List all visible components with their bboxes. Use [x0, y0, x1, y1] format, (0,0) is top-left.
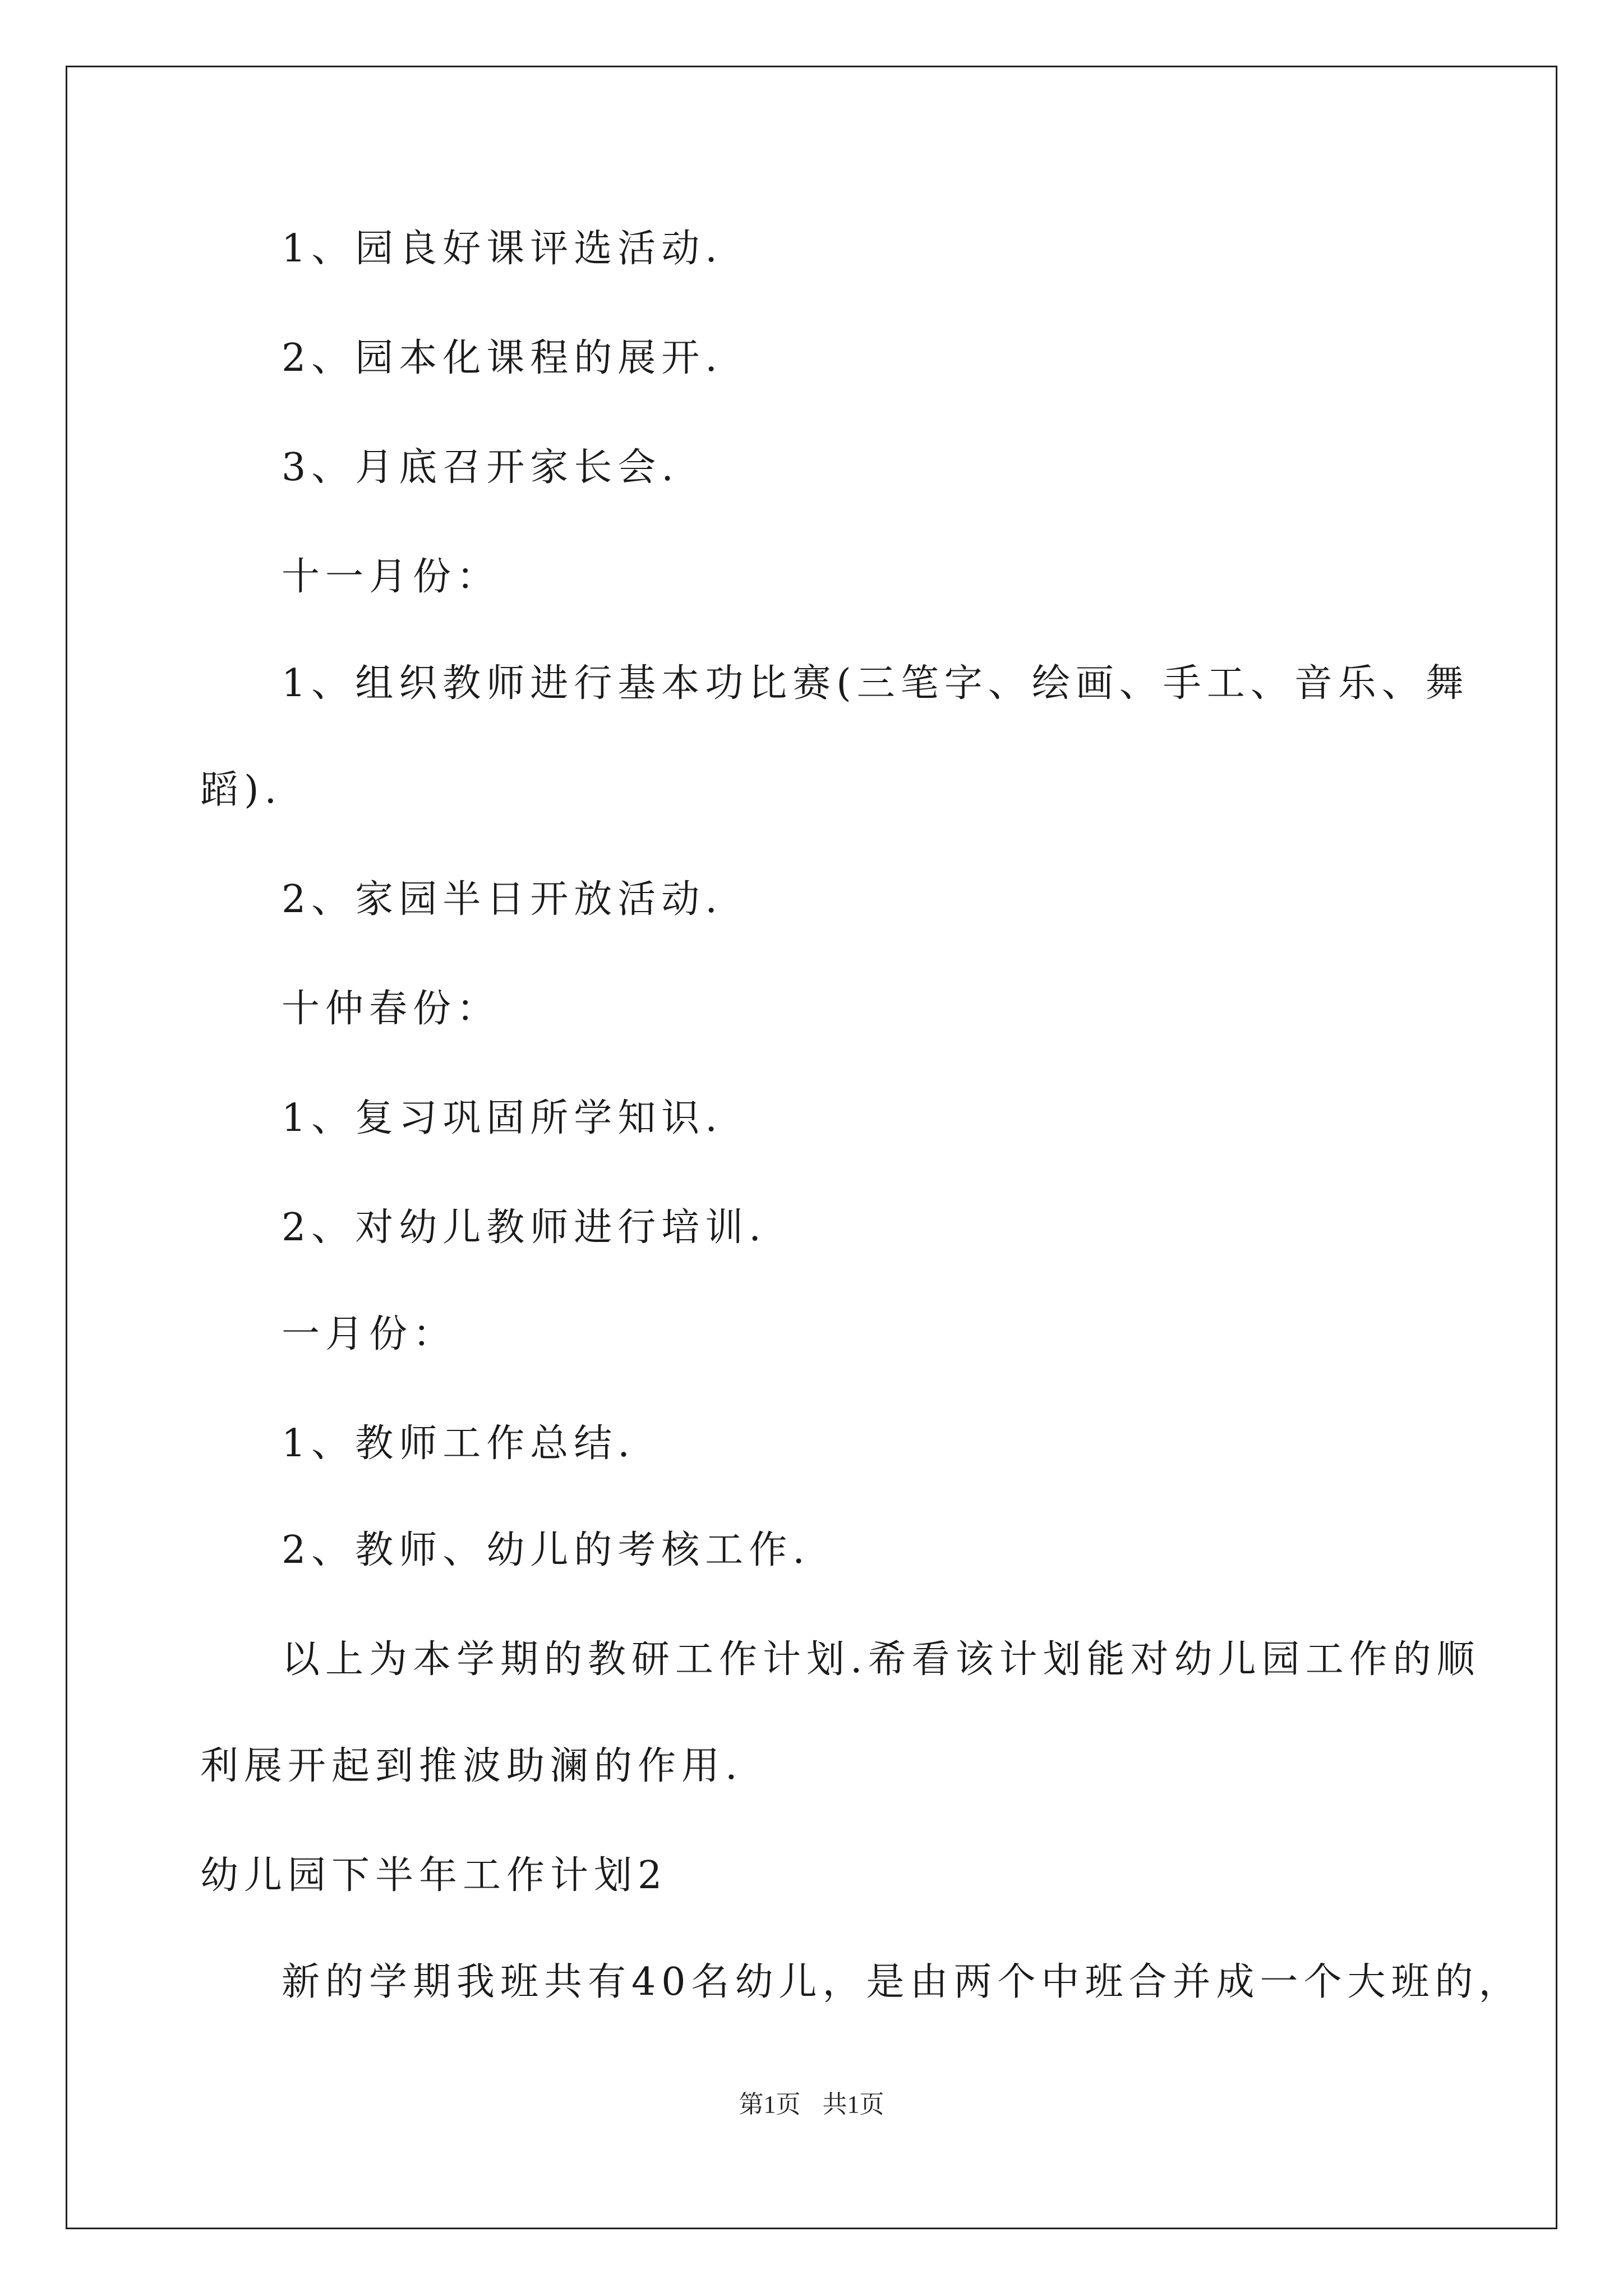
page-border — [66, 66, 1557, 2229]
section-heading: 十一月份： — [282, 555, 501, 599]
text-line: 1、复习巩固所学知识. — [282, 1096, 723, 1140]
page-footer — [0, 2084, 1623, 2120]
page-number: 第1页 — [739, 2091, 801, 2118]
text-line: 2、对幼儿教师进行培训. — [282, 1205, 767, 1250]
text-line: 1、组织教师进行基本功比赛(三笔字、绘画、手工、音乐、舞 — [282, 661, 1469, 706]
page-total: 共1页 — [822, 2091, 884, 2118]
text-line: 3、月底召开家长会. — [282, 445, 679, 490]
text-line: 以上为本学期的教研工作计划.希看该计划能对幼儿园工作的顺 — [282, 1637, 1481, 1682]
text-line: 利展开起到推波助澜的作用. — [200, 1744, 743, 1788]
text-line: 蹈). — [200, 768, 283, 812]
text-line: 2、园本化课程的展开. — [282, 336, 723, 380]
section-heading: 十仲春份： — [282, 987, 501, 1031]
text-line: 2、教师、幼儿的考核工作. — [282, 1528, 810, 1572]
text-line: 2、家园半日开放活动. — [282, 877, 723, 922]
text-line: 新的学期我班共有40名幼儿，是由两个中班合并成一个大班的， — [282, 1960, 1523, 2004]
text-line: 1、园良好课评选活动. — [282, 227, 723, 271]
document-title: 幼儿园下半年工作计划2 — [200, 1853, 668, 1898]
section-heading: 一月份： — [282, 1312, 457, 1356]
text-line: 1、教师工作总结. — [282, 1421, 635, 1466]
